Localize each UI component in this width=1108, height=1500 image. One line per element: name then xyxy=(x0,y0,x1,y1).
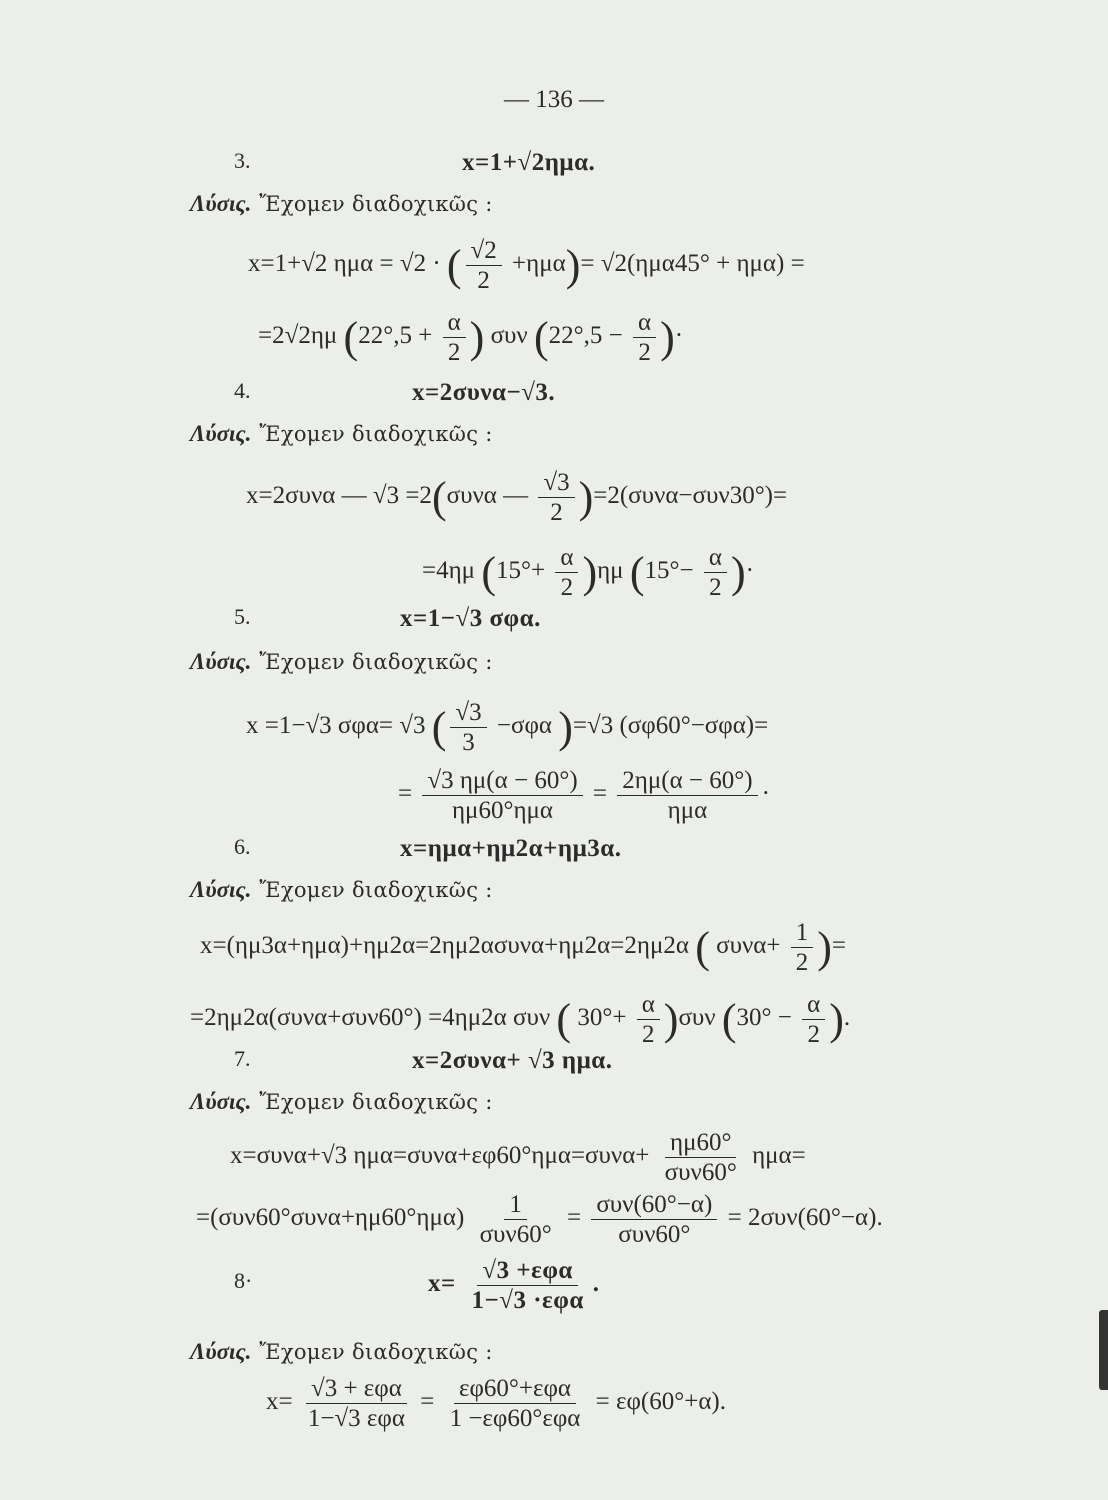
problem-number: 5. xyxy=(234,604,251,629)
equation-line: x =1−√3 σφα= √3 ( $\frac{√3}{3}$ −σφα )=√3 (σφ60°−σφα)= xyxy=(246,699,769,756)
solution-label: Λύσις. xyxy=(190,191,252,216)
solution-label: Λύσις. xyxy=(190,421,252,446)
solution-label: Λύσις. xyxy=(190,649,252,674)
solution-label: Λύσις. xyxy=(190,1089,252,1114)
equation-line: = $\frac{√3 \eta\mu(\alpha - 60^\circ)}{\text{ημ60°ημα}}$ = $\frac{2\eta\mu(\alpha - 60^\circ)}{\text{ημα}}$ · xyxy=(398,767,770,824)
equation-line: x= $\frac{\text{√3 + εφα}}{\text{1−√3 εφα}}$ = $\frac{\text{εφ60°+εφα}}{\text{1 −εφ60°εφα}}$ = εφ(60°+α). xyxy=(266,1375,727,1432)
solution-heading xyxy=(190,420,493,445)
problem-number: 4. xyxy=(234,378,251,403)
solution-text: Ἔχομεν διαδοχικῶς : xyxy=(259,422,493,446)
solution-text: Ἔχομεν διαδοχικῶς : xyxy=(259,1340,493,1364)
solution-heading xyxy=(190,190,493,215)
solution-text: Ἔχομεν διαδοχικῶς : xyxy=(259,192,493,216)
equation-line: x=συνα+√3 ημα=συνα+εφ60°ημα=συνα+ $\frac{\eta\mu 60^\circ}{\text{συν60°}}$ ημα= xyxy=(230,1129,806,1186)
problem-statement: x= $\frac{\text{√3 +εφα}}{\text{1−√3 ·εφα}}$ . xyxy=(428,1257,600,1314)
solution-label: Λύσις. xyxy=(190,1339,252,1364)
solution-heading xyxy=(190,1088,493,1113)
solution-text: Ἔχομεν διαδοχικῶς : xyxy=(259,878,493,902)
equation-line: x=(ημ3α+ημα)+ημ2α=2ημ2ασυνα+ημ2α=2ημ2α ( συνα+ $\frac{1}{2}$ )= xyxy=(200,919,846,976)
problem-statement: x=2συνα+ √3 ημα. xyxy=(412,1047,613,1074)
equation-line: =2√2ημ (22°,5 + $\frac{\alpha}{2}$ ) συν (22°,5 − $\frac{\alpha}{2}$ )· xyxy=(258,309,684,366)
equation-line: x=1+√2 ημα = √2 · ( $\frac{√2}{2}$ +ημα)= √2(ημα45° + ημα) = xyxy=(248,237,805,294)
solution-text: Ἔχομεν διαδοχικῶς : xyxy=(259,650,493,674)
problem-number: 8· xyxy=(234,1268,253,1293)
solution-text: Ἔχομεν διαδοχικῶς : xyxy=(259,1090,493,1114)
problem-statement: x=ημα+ημ2α+ημ3α. xyxy=(400,835,622,862)
problem-number: 3. xyxy=(234,148,251,173)
page-number: — 136 — xyxy=(504,86,604,113)
equation-line: =2ημ2α(συνα+συν60°) =4ημ2α συν ( 30°+ $\frac{\alpha}{2}$ )συν (30° − $\frac{\alpha}{2}$ ). xyxy=(190,991,851,1048)
equation-line: =4ημ (15°+ $\frac{\alpha}{2}$ )ημ (15°− $\frac{\alpha}{2}$ )· xyxy=(422,544,754,601)
equation-line: x=2συνα — √3 =2(συνα — $\frac{√3}{2}$ )=2(συνα−συν30°)= xyxy=(246,469,788,526)
solution-heading xyxy=(190,876,493,901)
problem-statement: x=2συνα−√3. xyxy=(412,379,556,406)
problem-statement: x=1−√3 σφα. xyxy=(400,605,541,632)
solution-label: Λύσις. xyxy=(190,877,252,902)
page-edge-mark xyxy=(1099,1310,1108,1390)
problem-statement: x=1+√2ημα. xyxy=(462,149,596,176)
solution-heading xyxy=(190,1338,493,1363)
problem-number: 6. xyxy=(234,834,251,859)
solution-heading xyxy=(190,648,493,673)
equation-line: =(συν60°συνα+ημ60°ημα) $\frac{1}{\text{συν60°}}$ = $\frac{\text{συν(60°−α)}}{\text{συν60°}}$ = 2συν(60°−α). xyxy=(196,1191,883,1248)
problem-number: 7. xyxy=(234,1046,251,1071)
